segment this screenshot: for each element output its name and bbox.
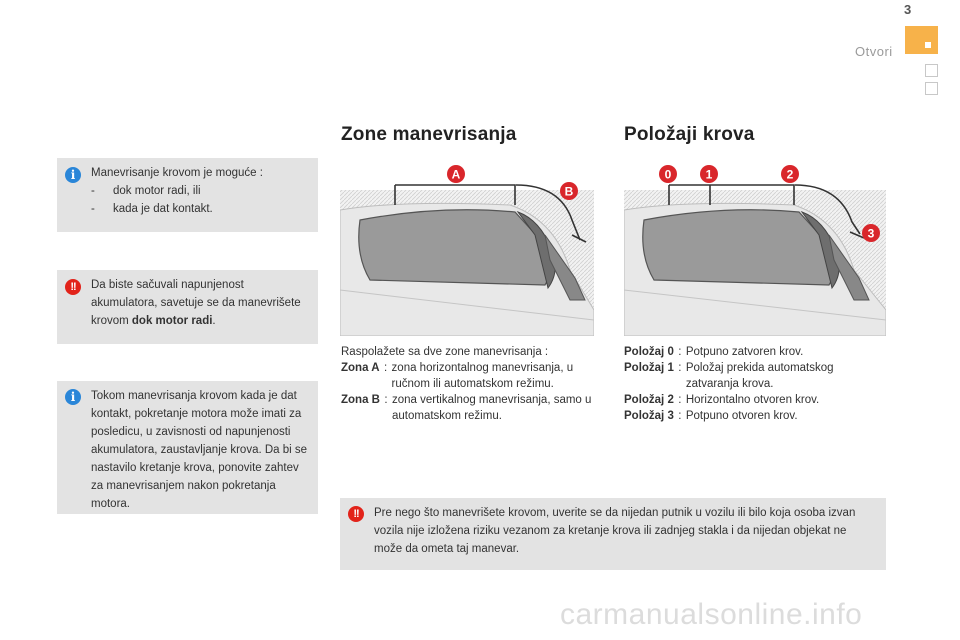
- roof-positions-illustration: [624, 160, 886, 336]
- zone-marker-b: [560, 182, 578, 200]
- svg-text:0: 0: [664, 167, 672, 182]
- position-definition: Položaj 3 : Potpuno otvoren krov.: [624, 410, 798, 422]
- svg-text:B: B: [564, 184, 574, 199]
- position-definition: Položaj 1 : Položaj prekida automatskog zatvaranja krova.: [624, 362, 834, 390]
- svg-text:1: 1: [705, 167, 713, 182]
- warning-note-1: [57, 270, 318, 344]
- note-text: Da biste sačuvali napunjenost akumulatora, savetuje se da manevrišete krovom dok motor radi.: [91, 279, 301, 327]
- warning-icon: !!: [65, 279, 81, 295]
- zone-definition: Zona A : zona horizontalnog manevrisanja, u ručnom ili automatskom režimu.: [341, 362, 574, 390]
- zone-definition: Zona B : zona vertikalnog manevrisanja, samo u automatskom režimu.: [341, 394, 592, 422]
- note-text: Pre nego što manevrišete krovom, uverite se da nijedan putnik u vozilu ili bilo koja osoba izvan vozila nije izložena riziku vezanom za kretanje krova ili zadnjeg stakla i da nijedan objekat ne može da ometa taj manevar.: [374, 507, 856, 555]
- position-marker-2: [781, 165, 799, 183]
- zones-title: Zone manevrisanja: [341, 124, 517, 145]
- position-marker-0: [659, 165, 677, 183]
- info-note-2: [57, 381, 318, 514]
- position-definition: Položaj 2 : Horizontalno otvoren krov.: [624, 394, 820, 406]
- zones-description: [341, 344, 603, 424]
- list-item: - dok motor radi, ili: [91, 185, 201, 197]
- svg-text:A: A: [451, 167, 461, 182]
- note-text: Manevrisanje krovom je moguće :: [91, 167, 263, 179]
- svg-text:3: 3: [867, 226, 875, 241]
- chapter-tab-empty[interactable]: [925, 64, 938, 77]
- info-icon: i: [65, 389, 81, 405]
- tab-marker: [925, 42, 931, 48]
- svg-text:2: 2: [786, 167, 794, 182]
- warning-icon: !!: [348, 506, 364, 522]
- watermark: carmanualsonline.info: [560, 598, 863, 631]
- positions-title: Položaji krova: [624, 124, 755, 145]
- page-number: 3: [904, 2, 912, 17]
- position-definition: Položaj 0 : Potpuno zatvoren krov.: [624, 346, 804, 358]
- info-note-1: [57, 158, 318, 232]
- chapter-tab-active[interactable]: [905, 26, 938, 54]
- chapter-title: Otvori: [855, 44, 893, 59]
- roof-zones-illustration: [340, 160, 594, 336]
- chapter-tab-empty[interactable]: [925, 82, 938, 95]
- warning-note-2: [340, 498, 886, 570]
- zones-intro: Raspolažete sa dve zone manevrisanja :: [341, 346, 549, 358]
- note-text: Tokom manevrisanja krovom kada je dat kontakt, pokretanje motora može imati za posledicu, u zavisnosti od napunjenosti akumulatora, zaustavljanje krova. Da bi se nastavilo kretanje krova, ponovite zahtev za manevrisanjem nakon pokretanja motora.: [91, 390, 308, 510]
- info-icon: i: [65, 167, 81, 183]
- position-marker-3: [862, 224, 880, 242]
- zone-marker-a: [447, 165, 465, 183]
- list-item: - kada je dat kontakt.: [91, 203, 213, 215]
- positions-description: [624, 344, 886, 424]
- position-marker-1: [700, 165, 718, 183]
